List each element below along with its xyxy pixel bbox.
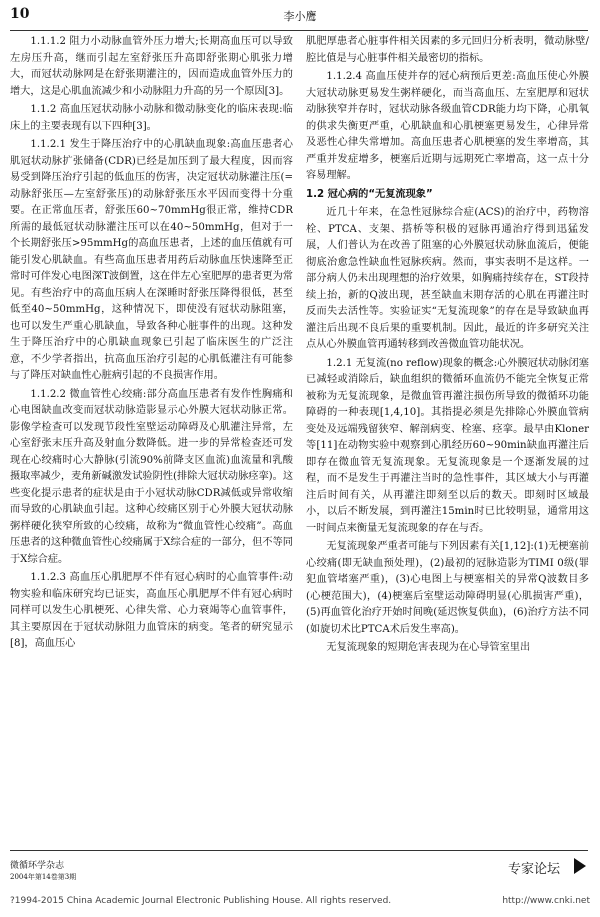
body-paragraph: 1.2.1 无复流(no reflow)现象的概念:心外膜冠状动脉闭塞已减轻或消除后，缺血组织的微循环血流仍不能完全恢复正常被称为无复流现象，是微血管再灌注损伤所导致的微循环功能障碍的一种表现[1,4,10]。其指提必须是先排除心外膜血管病变处及远端残留狭窄、解剖病变、栓塞、痉挛。最早由Kloner等[11]在动物实验中观察到心肌经历60~90min缺血再灌注后即存在微血管无复流现象。无复流现象是一个逐渐发展的过程，而不是发生于再灌注当时的急性事件，其区域大小与再灌注后时间有关，从再灌注即刻至以后的数天。即刻时区域最小，以后不断发展，到再灌注15min时已比较明显，通常用这一时间点来衡量无复流现象的存在与否。 (306, 357, 589, 534)
left-column (10, 34, 293, 846)
body-paragraph: 1.1.1.2 阻力小动脉血管外压力增大;长期高血压可以导致左房压升高，继而引起左室舒张压升高即舒张期心肌张力增大，而冠状动脉网是在舒张期灌注的，因而造成血管外压力的增大，这是心肌血流减少和小动脉阻力升高的另一个原因[3]。 (10, 36, 293, 97)
body-paragraph: 1.1.2.1 发生于降压治疗中的心肌缺血现象:高血压患者心肌冠状动脉扩张储备(CDR)已经是加压到了最大程度，因而容易受到降压治疗引起的低血压的伤害，决定冠状动脉灌注压(=动脉舒张压—左室舒张压)的动脉舒张压水平因而变得十分重要。在正常血压者，舒张压60~70mmHg很正常，维持CDR所需的最低冠状动脉灌注压可以在40~50mmHg，但对于一个长期舒张压>95mmHg的高血压患者，上述的血压值就有可能引发心肌缺血。有些高血压患者用药后动脉血压快速降至正常时可伴发心电图深T波倒置，这在伴左心室肥厚的患者更为常见。有些治疗中的高血压病人在深睡时舒张压降得很低，甚至低至40~50mmHg，这种情况下，即使没有冠状动脉阻塞，也可以发生严重心肌缺血，导致各种心脏事件的出现。这种发生于降压治疗中的心肌缺血现象已引起了临床医生的广泛注意，不少学者指出，抗高血压治疗引起的心肌低灌注有可能参与了降压对缺血性心脏病引起的不良损害作用。 (10, 139, 293, 381)
copyright-line (10, 896, 590, 906)
running-head-author: 李小鹰 (283, 10, 317, 23)
body-paragraph: 近几十年来，在急性冠脉综合症(ACS)的治疗中，药物溶栓、PTCA、支架、搭桥等积极的冠脉再通治疗得到迅猛发展，人们普认为在改善了阻塞的心外膜冠状动脉血流后，便能彻底治愈急性缺血性冠脉疾病。然而，事实表明不是这样。一部分病人仍未出现理想的治疗效果，如胸痛持续存在，ST段持续上抬，新的Q波出现，甚至缺血末期存活的心肌在再灌注时反而失去活性等。实验证实“无复流现象”的存在是导致缺血再灌注后出现不良后果的重要机制。因此，最近的许多研究关注点从心外膜血管再通转移到改善微血管功能状况。 (306, 207, 589, 350)
right-column (306, 34, 589, 846)
publisher-url: http://www.cnki.net (502, 896, 590, 906)
body-paragraph: 无复流现象的短期危害表现为在心导管室里出 (326, 642, 531, 653)
page-footer (10, 850, 590, 890)
page-header (10, 6, 590, 32)
body-paragraph: 1.1.2.3 高血压心肌肥厚不伴有冠心病时的心血管事件:动物实验和临床研究均已证实，高血压心肌肥厚不伴有冠心病时同样可以发生心肌梗死、心律失常、心力衰竭等心血管事件，其主要原因在于冠状动脉阻力血管床的病变。笔者的研究显示[8]，高血压心 (10, 572, 293, 649)
body-paragraph: 1.1.2.4 高血压使并存的冠心病预后更差:高血压使心外膜大冠状动脉更易发生粥样硬化，而当高血压、左室肥厚和冠状动脉狭窄并存时，冠状动脉各级血管CDR能力均下降，心肌氧的供求失衡更严重，心肌缺血和心肌梗塞更易发生，心律异常及恶性心律失常增加。高血压患者心肌梗塞的发生率增高，其严重并发症增多，梗塞后近期与远期死亡率增高，这一点十分容易理解。 (306, 71, 589, 181)
body-paragraph: 无复流现象严重者可能与下列因素有关[1,12]:(1)无梗塞前心绞痛(即无缺血预处理)，(2)最初的冠脉造影为TIMI 0级(罪犯血管堵塞严重)，(3)心电图上与梗塞相关的异常Q波数目多(心梗范围大)，(4)梗塞后室壁运动障碍明显(心肌损害严重)，(5)再血管化治疗开始时间晚(延迟恢复供血)，(6)治疗方法不同(如旋切术比PTCA术后发生率高)。 (306, 541, 589, 635)
section-paragraph: 1.1.2 高血压冠状动脉小动脉和微动脉变化的临床表现:临床上的主要表现有以下四种[3]。 (10, 104, 293, 132)
body-paragraph: 1.1.2.2 微血管性心绞痛:部分高血压患者有发作性胸痛和心电图缺血改变而冠状动脉造影显示心外膜大冠状动脉正常。影像学检查可以发现节段性室壁运动障碍及心肌灌注异常，左心室舒张末压升高及射血分数降低。进一步的异常检查还可发现在心绞痛时心大静脉(引流90%前降支区血流)血流量和乳酸摄取率减少，麦角新碱激发试验阴性(排除大冠状动脉痉挛)。这些变化提示患者的症状是由于小冠状动脉CDR减低或异常收缩而导致的心肌缺血引起。这种心绞痛区别于心外膜大冠状动脉粥样硬化狭窄所致的心绞痛，故称为“微血管性心绞痛”。高血压患者的这种微血管性心绞痛属于X综合症的一部分，但不等同于X综合症。 (10, 388, 293, 565)
section-heading: 1.2 冠心病的“无复流现象” (306, 188, 433, 200)
footer-rule (10, 850, 588, 851)
body-paragraph: 肌肥厚患者心脏事件相关因素的多元回归分析表明，微动脉壁/腔比值是与心脏事件相关最密切的指标。 (306, 36, 589, 64)
copyright-text: ?1994-2015 China Academic Journal Electronic Publishing House. All rights reserved. (10, 896, 392, 906)
header-rule (10, 30, 588, 31)
journal-issue: 2004年第14卷第3期 (10, 873, 77, 881)
page-number: 10 (10, 6, 30, 22)
next-page-arrow-icon (574, 858, 586, 874)
journal-name: 微循环学杂志 (10, 861, 65, 871)
section-label: 专家论坛 (507, 862, 560, 877)
